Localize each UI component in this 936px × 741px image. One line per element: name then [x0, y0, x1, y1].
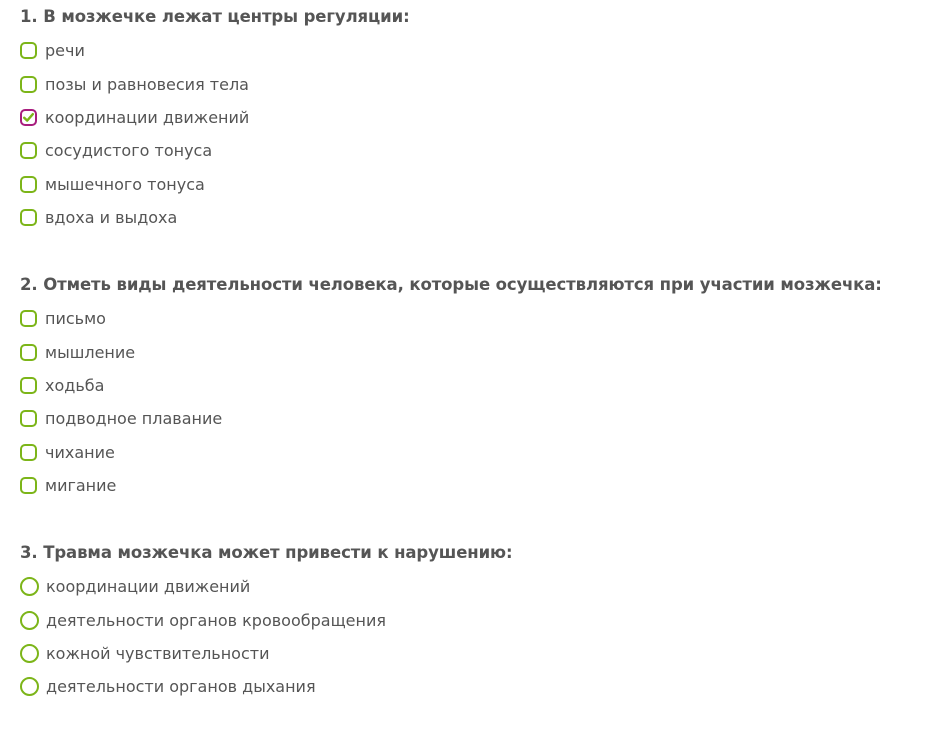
checkbox-icon[interactable] — [20, 109, 37, 126]
option-blinking[interactable] — [20, 469, 882, 502]
checkbox-icon[interactable] — [20, 142, 37, 159]
option-label: позы и равновесия тела — [45, 74, 249, 94]
option-label: мышечного тонуса — [45, 174, 205, 194]
checkbox-icon[interactable] — [20, 344, 37, 361]
option-label: сосудистого тонуса — [45, 141, 213, 161]
checkbox-icon[interactable] — [20, 310, 37, 327]
question-title: 2. Отметь виды деятельности человека, которые осуществляются при участии мозжечка: — [20, 275, 882, 294]
option-respiratory-organs[interactable] — [20, 670, 512, 703]
radio-icon[interactable] — [20, 677, 39, 696]
option-walking[interactable] — [20, 369, 882, 402]
option-label: мышление — [45, 342, 136, 362]
option-inhale-exhale[interactable] — [20, 201, 410, 234]
checkbox-icon[interactable] — [20, 410, 37, 427]
option-label: координации движений — [46, 577, 251, 597]
option-thinking[interactable] — [20, 335, 882, 368]
option-label: деятельности органов кровообращения — [46, 610, 386, 630]
radio-icon[interactable] — [20, 644, 39, 663]
option-label: кожной чувствительности — [46, 643, 270, 663]
checkbox-icon[interactable] — [20, 42, 37, 59]
option-circulatory-organs[interactable] — [20, 603, 512, 636]
option-movement-coordination[interactable] — [20, 101, 410, 134]
option-label: подводное плавание — [45, 409, 223, 429]
option-speech[interactable] — [20, 34, 410, 67]
option-writing[interactable] — [20, 302, 882, 335]
option-underwater-swimming[interactable] — [20, 402, 882, 435]
checkmark-icon — [23, 112, 34, 123]
option-label: чихание — [45, 442, 115, 462]
option-label: речи — [45, 41, 85, 61]
option-movement-coordination[interactable] — [20, 570, 512, 603]
checkbox-icon[interactable] — [20, 176, 37, 193]
radio-icon[interactable] — [20, 577, 39, 596]
question-2 — [20, 268, 882, 502]
question-3 — [20, 536, 512, 704]
option-skin-sensitivity[interactable] — [20, 637, 512, 670]
checkbox-icon[interactable] — [20, 477, 37, 494]
option-label: деятельности органов дыхания — [46, 677, 316, 697]
question-1 — [20, 0, 410, 234]
option-label: координации движений — [45, 107, 250, 127]
option-label: письмо — [45, 309, 106, 329]
option-muscle-tone[interactable] — [20, 168, 410, 201]
checkbox-icon[interactable] — [20, 444, 37, 461]
radio-icon[interactable] — [20, 611, 39, 630]
option-sneezing[interactable] — [20, 436, 882, 469]
checkbox-icon[interactable] — [20, 209, 37, 226]
option-label: ходьба — [45, 375, 105, 395]
checkbox-icon[interactable] — [20, 377, 37, 394]
option-label: мигание — [45, 476, 117, 496]
option-posture-balance[interactable] — [20, 67, 410, 100]
question-title: 1. В мозжечке лежат центры регуляции: — [20, 7, 410, 26]
checkbox-icon[interactable] — [20, 76, 37, 93]
question-title: 3. Травма мозжечка может привести к нарушению: — [20, 543, 513, 562]
option-vascular-tone[interactable] — [20, 134, 410, 167]
option-label: вдоха и выдоха — [45, 208, 178, 228]
